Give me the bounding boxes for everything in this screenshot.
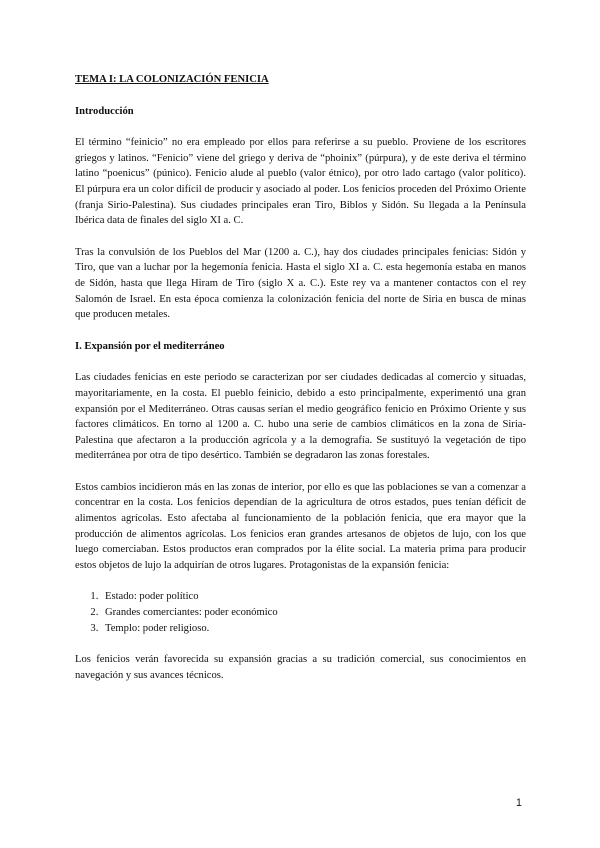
protagonists-list xyxy=(75,589,526,636)
section-1-closing-paragraph: Los fenicios verán favorecida su expansión gracias a su tradición comercial, sus conocimientos en navegación y sus avances técnicos. xyxy=(75,654,526,681)
document-title: TEMA I: LA COLONIZACIÓN FENICIA xyxy=(75,74,269,85)
section-1-paragraph-2: Estos cambios incidieron más en las zonas de interior, por ello es que las poblaciones se van a comenzar a concentrar en la costa. Los fenicios dependían de la agricultura de otros estados, pues tenían déficit de alimentos agrícolas. Esto afectaba al funcionamiento de la población fenicia, que era mayor que la producción de alimentos agrícolas. Los fenicios eran grandes artesanos de objetos de lujo, con los que luego comerciaban. Estos productos eran comprados por la élite social. La materia prima para producir estos objetos de lujo la adquirían de otros lugares. Protagonistas de la expansión fenicia: xyxy=(75,481,526,571)
introduction-paragraph-2: Tras la convulsión de los Pueblos del Mar (1200 a. C.), hay dos ciudades principales fenicias: Sidón y Tiro, que van a luchar por la hegemonía fenicia. Hasta el siglo XI a. C. esta hegemonía estaba en manos de Sidón, hasta que llega Hiram de Tiro (siglo X a. C.). Este rey va a mantener contactos con el rey Salomón de Israel. En esta época comienza la colonización fenicia del norte de Siria en busca de minas que producen metales. xyxy=(75,246,526,321)
introduction-paragraph-1: El término “feinicio” no era empleado por ellos para referirse a su pueblo. Proviene de los escritores griegos y latinos. “Fenicio” viene del griego y deriva de “phoinix” (púrpura), y de este deriva el término latino “poenicus” (púnico). Fenicio alude al pueblo (valor étnico), por otro lado cartago (valor político). El púrpura era un color difícil de producir y asociado al poder. Los fenicios proceden del Próximo Oriente (franja Sirio-Palestina). Sus ciudades principales eran Tiro, Biblos y Sidón. Su llegada a la Península Ibérica data de finales del siglo XI a. C. xyxy=(75,137,526,227)
section-1-paragraph-1: Las ciudades fenicias en este periodo se caracterizan por ser ciudades dedicadas al comercio y situadas, mayoritariamente, en la costa. El pueblo feinicio, debido a esto principalmente, experimentó una gran expansión por el Mediterráneo. Otras causas serían el medio geográfico fenicio en Próximo Oriente y sus factores climáticos. En torno al 1200 a. C. hubo una serie de cambios climáticos en la zona de Siria-Palestina que afectaron a la producción agrícola y a la demografía. Se sustituyó la vegetación de tipo mediterránea por otra de tipo desértico. También se degradaron las zonas forestales. xyxy=(75,372,526,462)
introduction-heading: Introducción xyxy=(75,105,134,117)
page-content xyxy=(75,72,526,699)
list-item: 2. Grandes comerciantes: poder económico xyxy=(101,605,526,621)
section-1-heading: I. Expansión por el mediterráneo xyxy=(75,340,225,352)
list-item: 3. Templo: poder religioso. xyxy=(101,621,526,637)
list-item: 1. Estado: poder político xyxy=(101,589,526,605)
page-number: 1 xyxy=(516,797,522,809)
